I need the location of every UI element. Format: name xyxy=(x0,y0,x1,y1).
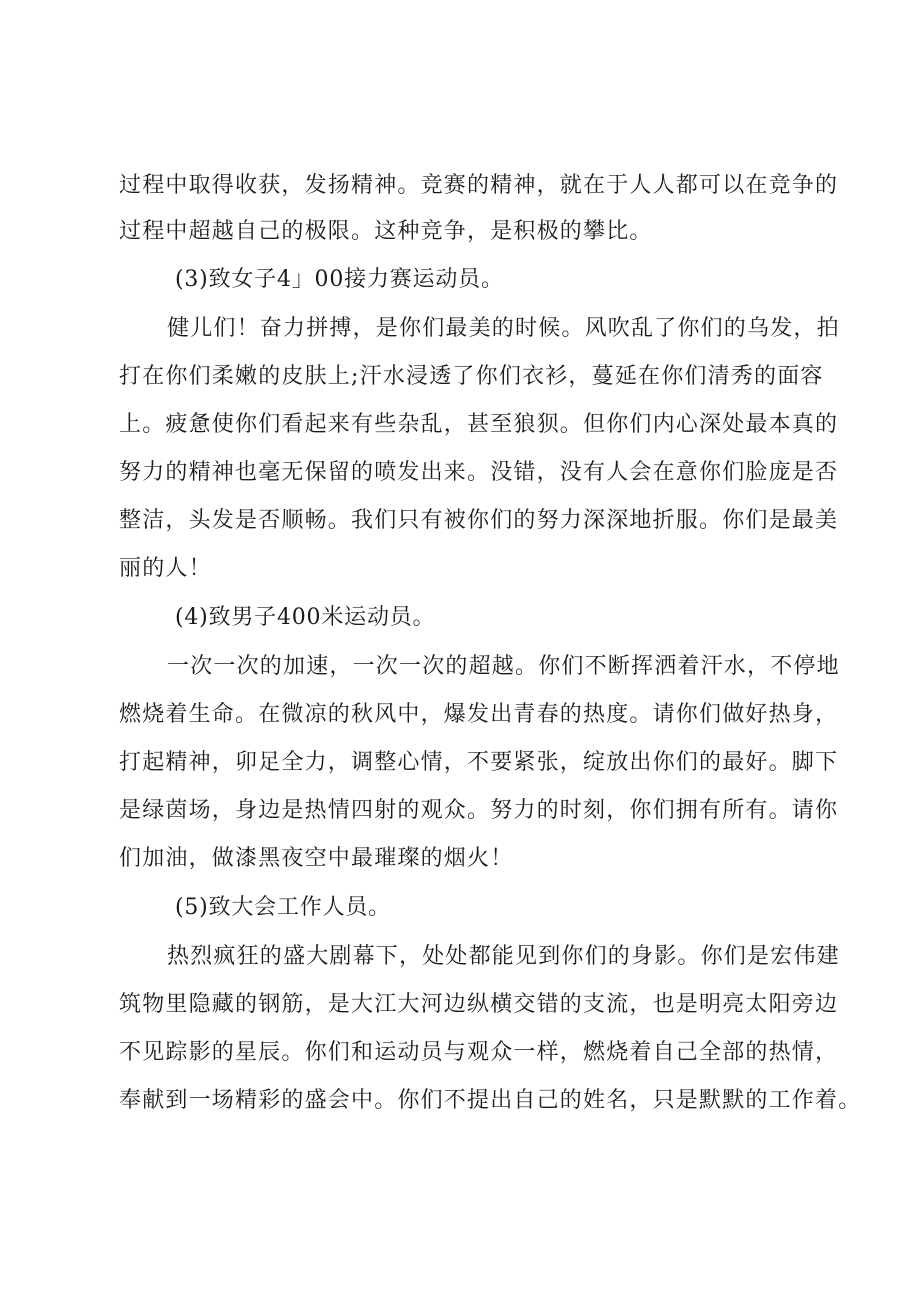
paragraph-line: 努力的精神也毫无保留的喷发出来。没错，没有人会在意你们脸庞是否 xyxy=(119,460,839,485)
section-heading-5: (5)致大会工作人员。 xyxy=(175,895,391,920)
paragraph-line: 一次一次的加速，一次一次的超越。你们不断挥洒着汗水，不停地 xyxy=(167,654,840,679)
paragraph-line: 健儿们！奋力拼搏，是你们最美的时候。风吹乱了你们的乌发，拍 xyxy=(167,316,840,341)
paragraph-line: 打在你们柔嫩的皮肤上;汗水浸透了你们衣衫，蔓延在你们清秀的面容 xyxy=(119,364,824,389)
paragraph-line: 上。疲惫使你们看起来有些杂乱，甚至狼狈。但你们内心深处最本真的 xyxy=(119,412,839,437)
paragraph-line: 不见踪影的星辰。你们和运动员与观众一样，燃烧着自己全部的热情， xyxy=(119,1040,839,1065)
paragraph-line: 打起精神，卯足全力，调整心情，不要紧张，绽放出你们的最好。脚下 xyxy=(119,750,839,775)
paragraph-line: 整洁，头发是否顺畅。我们只有被你们的努力深深地折服。你们是最美 xyxy=(119,508,839,533)
paragraph-line: 们加油，做漆黑夜空中最璀璨的烟火！ xyxy=(119,846,514,871)
paragraph-line: 燃烧着生命。在微凉的秋风中，爆发出青春的热度。请你们做好热身， xyxy=(119,702,839,727)
paragraph-line: 是绿茵场，身边是热情四射的观众。努力的时刻，你们拥有所有。请你 xyxy=(119,798,839,823)
paragraph-line: 奉献到一场精彩的盛会中。你们不提出自己的姓名，只是默默的工作着。 xyxy=(119,1088,862,1113)
paragraph-line: 过程中取得收获，发扬精神。竞赛的精神，就在于人人都可以在竞争的 xyxy=(119,173,839,198)
paragraph-line: 过程中超越自己的极限。这种竞争，是积极的攀比。 xyxy=(119,219,653,244)
paragraph-line: 筑物里隐藏的钢筋，是大江大河边纵横交错的支流，也是明亮太阳旁边 xyxy=(119,992,839,1017)
section-heading-4: (4)致男子400米运动员。 xyxy=(175,605,436,630)
paragraph-line: 热烈疯狂的盛大剧幕下，处处都能见到你们的身影。你们是宏伟建 xyxy=(167,944,840,969)
section-heading-3: (3)致女子4」00接力赛运动员。 xyxy=(175,267,504,292)
paragraph-line: 丽的人！ xyxy=(119,556,212,581)
